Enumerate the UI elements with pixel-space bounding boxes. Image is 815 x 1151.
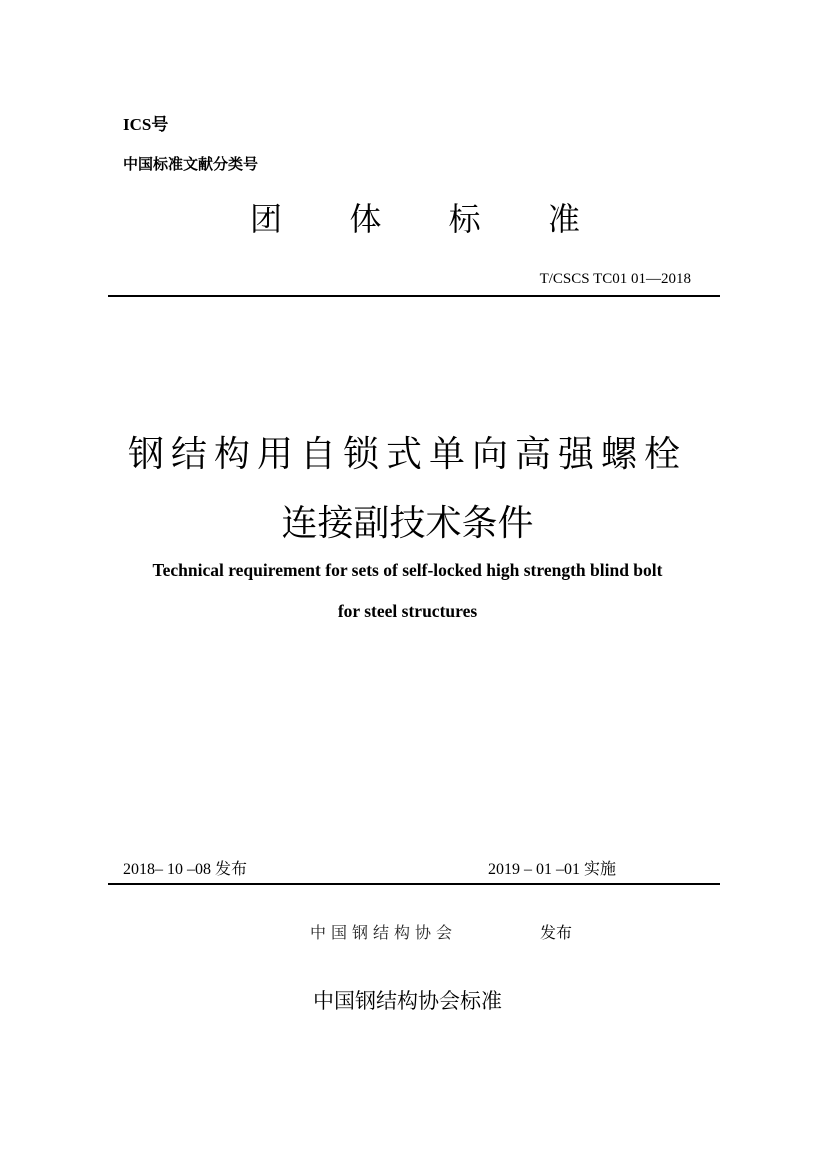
implementation-date-label: 实施 — [584, 859, 617, 878]
issue-date-label: 发布 — [215, 859, 248, 878]
standard-series-title: 中国钢结构协会标准 — [313, 989, 502, 1013]
header-divider — [108, 295, 720, 297]
standard-type-heading — [250, 194, 580, 240]
footer-divider — [108, 883, 720, 885]
standard-type-char: 体 — [349, 200, 382, 238]
implementation-date-value: 2019 – 01 –01 — [488, 861, 580, 878]
title-english-line-1: Technical requirement for sets of self-locked high strength blind bolt — [152, 560, 663, 580]
publish-action-label: 发布 — [540, 923, 573, 942]
standard-type-char: 标 — [448, 200, 481, 238]
implementation-date — [488, 856, 616, 879]
title-chinese-line-2: 连接副技术条件 — [281, 503, 534, 544]
issue-date-value: 2018– 10 –08 — [123, 861, 211, 878]
standard-type-char: 团 — [250, 200, 283, 238]
standard-type-char: 准 — [547, 200, 580, 238]
ccs-number-label: 中国标准文献分类号 — [123, 155, 259, 173]
title-english-line-2: for steel structures — [337, 601, 478, 621]
title-chinese-line-1: 钢结构用自锁式单向高强螺栓 — [127, 434, 687, 475]
ics-number-label: ICS号 — [123, 115, 169, 134]
publisher-name: 中国钢结构协会 — [310, 923, 458, 942]
issue-date — [123, 856, 247, 879]
standard-number: T/CSCS TC01 01—2018 — [539, 271, 691, 287]
